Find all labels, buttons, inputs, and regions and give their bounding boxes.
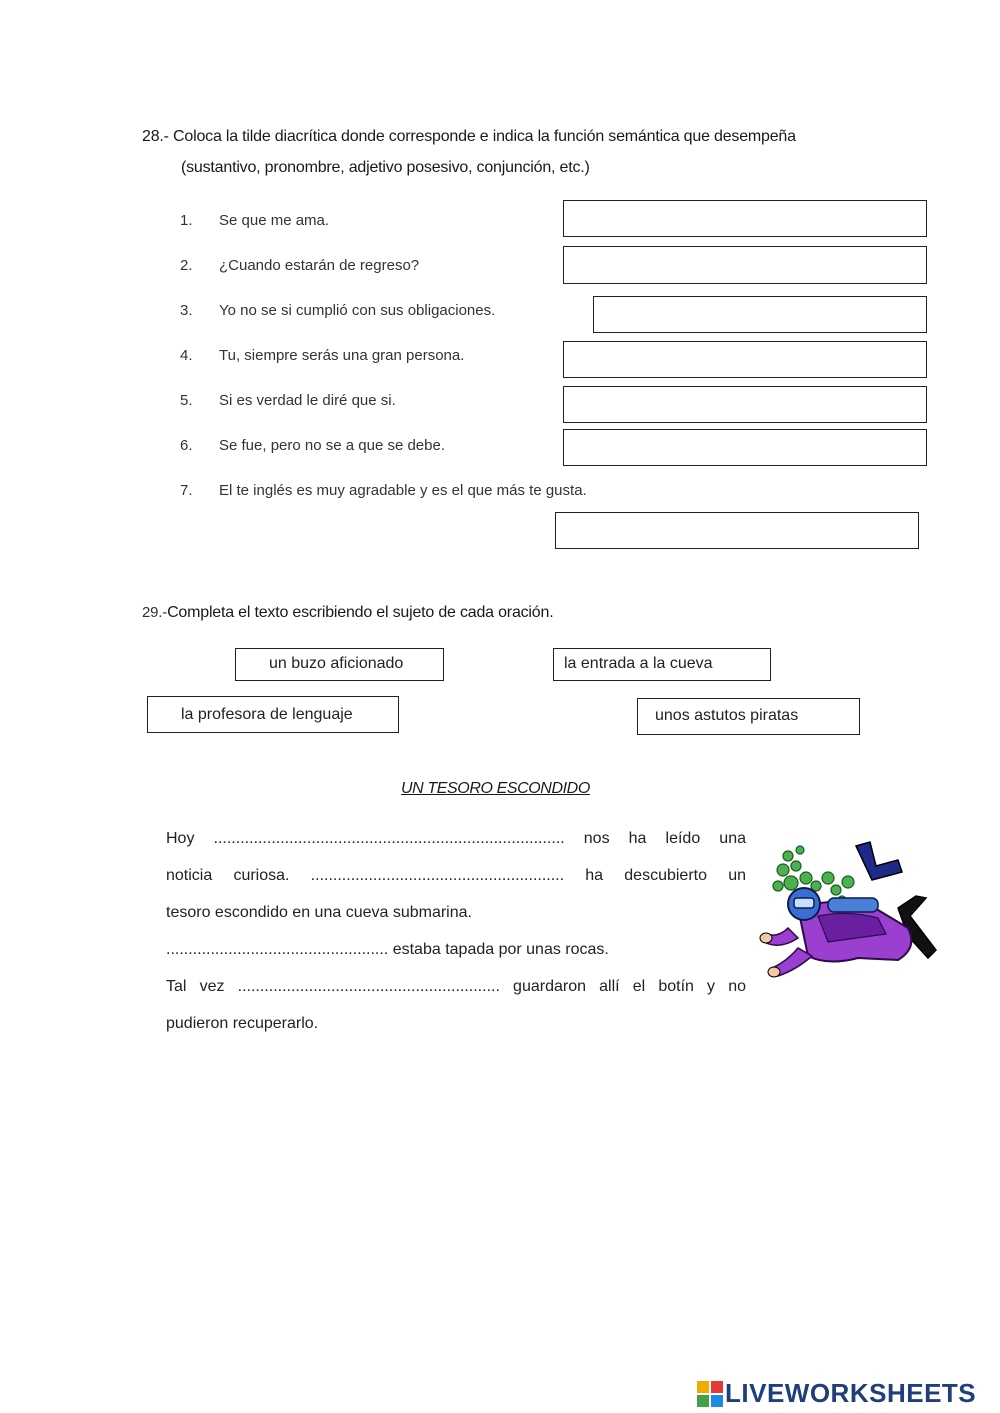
word-option-label: la profesora de lenguaje	[181, 706, 353, 723]
story-line-3: tesoro escondido en una cueva submarina.	[166, 904, 472, 921]
word-option-label: la entrada a la cueva	[564, 655, 713, 672]
q29-heading	[142, 604, 553, 622]
answer-field-1[interactable]	[563, 200, 927, 237]
q29-number: 29.-	[142, 604, 168, 621]
answer-field-7[interactable]	[555, 512, 919, 549]
answer-field-4[interactable]	[563, 341, 927, 378]
q28-heading	[142, 128, 796, 146]
item-text: El te inglés es muy agradable y es el que más te gusta.	[219, 482, 587, 499]
story-line-5: Tal vez ........................................................... guardaron allí el botín y no	[166, 978, 746, 995]
item-number: 5.	[180, 392, 193, 409]
q29-title: Completa el texto escribiendo el sujeto de cada oración	[167, 604, 550, 621]
q28-subtitle: (sustantivo, pronombre, adjetivo posesivo, conjunción, etc.)	[181, 159, 590, 176]
item-text: Tu, siempre serás una gran persona.	[219, 347, 465, 364]
word-option-buzo[interactable]	[235, 648, 444, 681]
word-option-profesora[interactable]	[147, 696, 399, 733]
story-line-1: Hoy ............................................................................... nos ha leído una	[166, 830, 746, 847]
item-text: Se que me ama.	[219, 212, 330, 229]
word-option-label: un buzo aficionado	[269, 655, 404, 672]
item-text: Si es verdad le diré que si.	[219, 392, 396, 409]
word-option-piratas[interactable]	[637, 698, 860, 735]
item-text: Yo no se si cumplió con sus obligaciones.	[219, 302, 496, 319]
diver-illustration	[758, 838, 938, 983]
item-text: Se fue, pero no se a que se debe.	[219, 437, 446, 454]
answer-field-5[interactable]	[563, 386, 927, 423]
answer-field-6[interactable]	[563, 429, 927, 466]
story-line-4: .................................................. estaba tapada por unas rocas.	[166, 941, 609, 958]
word-option-label: unos astutos piratas	[655, 707, 799, 724]
item-number: 7.	[180, 482, 193, 499]
answer-field-3[interactable]	[593, 296, 927, 333]
story-title: UN TESORO ESCONDIDO	[401, 780, 590, 797]
item-text: ¿Cuando estarán de regreso?	[219, 257, 420, 274]
q28-title: Coloca la tilde diacrítica donde corresponde e indica la función semántica que desempeña	[173, 128, 796, 145]
footer-brand-text: LIVEWORKSHEETS	[725, 1378, 977, 1408]
footer-brand	[697, 1378, 976, 1409]
story-line-6: pudieron recuperarlo.	[166, 1015, 319, 1032]
item-number: 3.	[180, 302, 193, 319]
liveworksheets-logo-icon	[697, 1381, 723, 1407]
item-number: 2.	[180, 257, 193, 274]
item-number: 4.	[180, 347, 193, 364]
item-number: 1.	[180, 212, 193, 229]
story-text	[166, 820, 746, 1042]
q29-period: .	[549, 604, 554, 621]
story-line-2: noticia curiosa. ......................................................... ha descubierto un	[166, 867, 746, 884]
answer-field-2[interactable]	[563, 246, 927, 284]
word-option-entrada[interactable]	[553, 648, 771, 681]
q28-number: 28.-	[142, 128, 169, 145]
item-number: 6.	[180, 437, 193, 454]
